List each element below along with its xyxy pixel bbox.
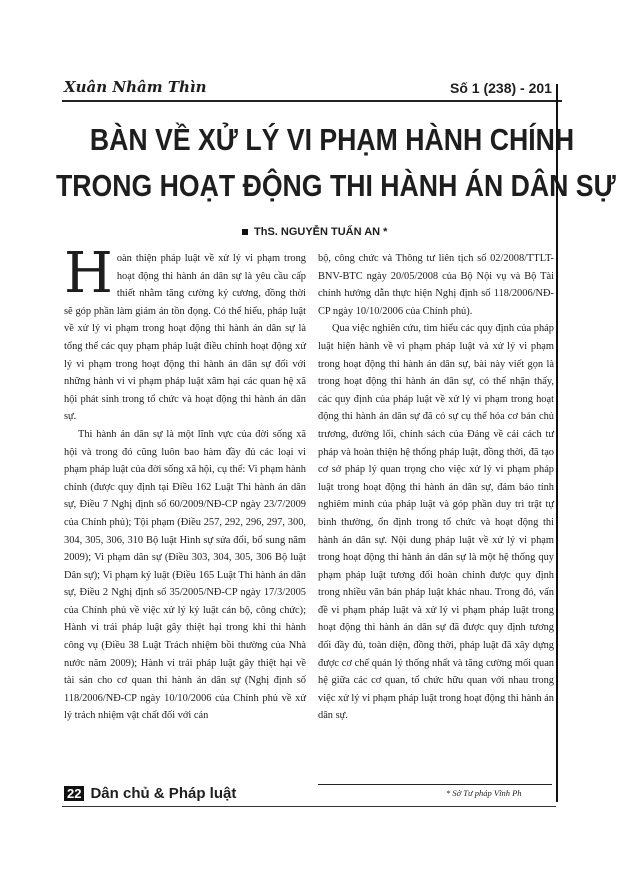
article-title-line1: BÀN VỀ XỬ LÝ VI PHẠM HÀNH CHÍNH — [89, 122, 575, 157]
author-name: ThS. NGUYỄN TUẤN AN * — [254, 226, 388, 238]
drop-cap: H — [64, 241, 113, 306]
magazine-name: Dân chủ & Pháp luật — [90, 785, 237, 802]
page-edge-rule — [556, 84, 558, 802]
article-title-line2: TRONG HOẠT ĐỘNG THI HÀNH ÁN DÂN SỰ — [55, 168, 616, 203]
page-footer — [64, 785, 236, 802]
footnote-rule — [318, 784, 552, 785]
paragraph: bộ, công chức và Thông tư liên tịch số 02/2008/TTLT-BNV-BTC ngày 20/05/2008 của Bộ Nội vụ và Bộ Tài chính hướng dẫn thực hiện Nghị định số 118/2006/NĐ-CP ngày 10/10/2006 của Chính phủ). — [318, 253, 554, 317]
author-footnote: * Sở Tư pháp Vĩnh Ph — [446, 788, 522, 798]
author-byline — [242, 226, 387, 238]
footer-rule — [62, 806, 556, 807]
text-column-left — [64, 241, 306, 725]
paragraph: Thi hành án dân sự là một lĩnh vực của đời sống xã hội và trong đó cũng luôn bao hàm đầy đủ các loại vi phạm pháp luật của đời sống xã hội, cụ thể: Vi phạm hành chính (được quy định tại Điều 162 Luật Thi hành án dân sự, Điều 7 Nghị định số 60/2009/NĐ-CP ngày 23/7/2009 của Chính phủ); Tội phạm (Điều 257, 292, 296, 297, 300, 304, 305, 306, 310 Bộ luật Hình sự sửa đổi, bổ sung năm 2009); Vi phạm dân sự (Điều 303, 304, 305, 306 Bộ luật Dân sự); Vi phạm kỷ luật (Điều 165 Luật Thi hành án dân sự, Điều 2 Nghị định số 35/2005/NĐ-CP ngày 17/3/2005 của Chính phủ về việc xử lý kỷ luật cán bộ, công chức); Hành vi trái pháp luật gây thiệt hại trong khi thi hành công vụ (Điều 38 Luật Trách nhiệm bồi thường của Nhà nước năm 2009); Hành vi trái pháp luật gây thiệt hại về tài sản cho cơ quan thi hành án dân sự (Nghị định số 118/2006/NĐ-CP ngày 10/10/2006 của Chính phủ về xử lý trách nhiệm vật chất đối với cán — [64, 428, 306, 722]
issue-number: Số 1 (238) - 201 — [450, 80, 552, 96]
paragraph: Qua việc nghiên cứu, tìm hiểu các quy định của pháp luật hiện hành về vi phạm pháp luật và xử lý vi phạm trong hoạt động thi hành án dân sự, bài này viết gọn là trong hoạt động thi hành án dân sự, có thể nhận thấy, các quy định của pháp luật về xử lý vi phạm trong hoạt động thi hành án dân sự đã có sự cụ thể hóa cơ bản chủ trương, đường lối, chính sách của Đảng về cải cách tư pháp và hoàn thiện hệ thống pháp luật, đồng thời, đã tạo cơ sở pháp lý quan trọng cho việc xử lý vi phạm pháp luật trong hoạt động thi hành án dân sự, đảm bảo tính nghiêm minh của pháp luật và góp phần duy trì trật tự bình thường, ổn định trong tổ chức và hoạt động thi hành án dân sự. Nội dung pháp luật về xử lý vi phạm trong hoạt động thi hành án dân sự là một hệ thống quy phạm pháp luật tương đối hoàn chỉnh được quy định trong nhiều văn bản pháp luật khác nhau. Trong đó, vấn đề vi phạm pháp luật và xử lý vi phạm pháp luật trong hoạt động thi hành án dân sự đã được quy định tương đối đầy đủ, toàn diện, đồng thời, pháp luật đã xây dựng được cơ chế quản lý thống nhất và tăng cường mối quan hệ giữa các cơ quan, tổ chức hữu quan với nhau trong việc xử lý vi phạm pháp luật trong hoạt động thi hành án dân sự. — [318, 323, 554, 722]
text-column-right — [318, 250, 554, 725]
bullet-square-icon — [242, 229, 248, 235]
page-number: 22 — [64, 786, 84, 801]
header-rule — [62, 100, 562, 102]
paragraph: oàn thiện pháp luật về xử lý vi phạm trong hoạt động thi hành án dân sự là yêu cầu cấp thiết nhằm tăng cường kỷ cương, đồng thời sẽ góp phần làm giảm án tồn đọng. Có thể hiểu, pháp luật về xử lý vi phạm trong hoạt động thi hành án dân sự là tổng thể các quy phạm pháp luật điều chỉnh hoạt động xử lý vi phạm trong hoạt động thi hành án dân sự đối với những hành vi vi phạm pháp luật xâm hại các quan hệ xã hội phát sinh trong tổ chức và hoạt động thi hành án dân sự. — [64, 253, 306, 423]
issue-season: Xuân Nhâm Thìn — [64, 78, 207, 96]
